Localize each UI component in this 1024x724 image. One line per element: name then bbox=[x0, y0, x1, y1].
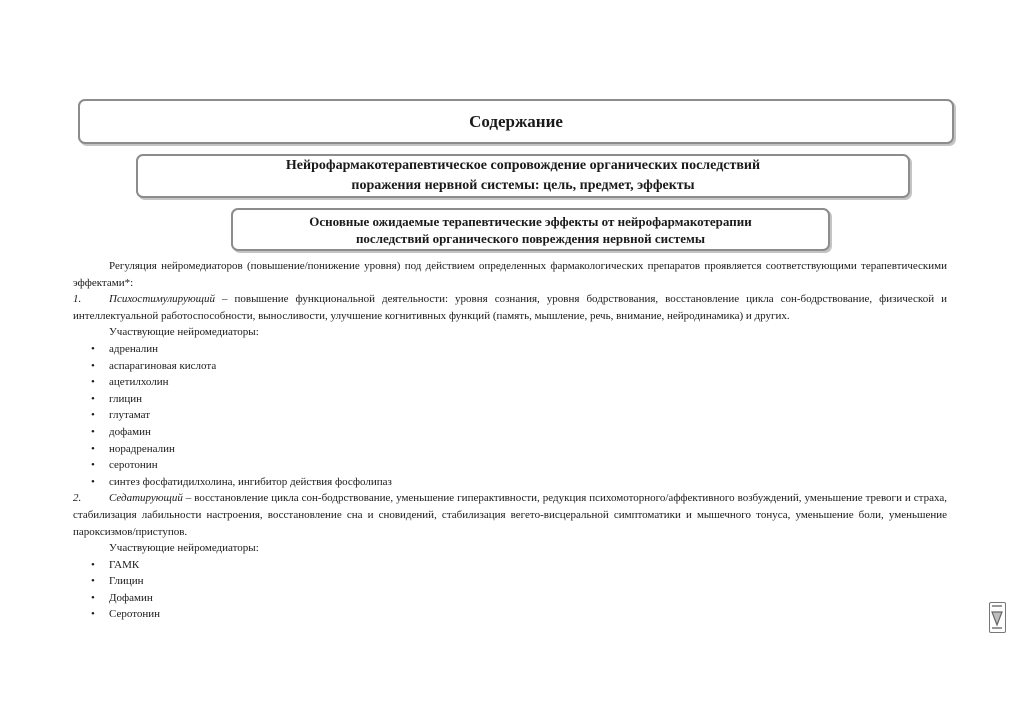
subsection-heading-line-1: Основные ожидаемые терапевтические эффекты от нейрофармакотерапии bbox=[309, 213, 752, 229]
effect-item-1 bbox=[73, 291, 947, 324]
effect-term: Психостимулирующий bbox=[109, 293, 215, 306]
effect-description: – восстановление цикла сон-бодрствование, уменьшение гиперактивности, редукция психомоторного/аффективного возбуждений, уменьшение тревоги и страха, стабилизация лабильности настроения, восстановление сна и сновидений, стабилизация вегето-висцеральной симптоматики и мышечного тонуса, уменьшение боли, уменьшение пароксизмов/приступов. bbox=[73, 492, 947, 538]
list-item: • Дофамин bbox=[91, 590, 947, 607]
mediators-label: Участвующие нейромедиаторы: bbox=[109, 542, 259, 555]
mediators-label: Участвующие нейромедиаторы: bbox=[109, 326, 259, 339]
list-item: • Серотонин bbox=[91, 606, 947, 623]
section-heading-box bbox=[136, 154, 910, 198]
list-item: • серотонин bbox=[91, 457, 947, 474]
document-body bbox=[73, 258, 947, 623]
list-item: • дофамин bbox=[91, 424, 947, 441]
intro-paragraph: Регуляция нейромедиаторов (повышение/понижение уровня) под действием определенных фармакологических препаратов проявляется соответствующими терапевтическими эффектами*: bbox=[73, 260, 947, 289]
section-heading-line-1: Нейрофармакотерапевтическое сопровождение органических последствий bbox=[285, 158, 761, 173]
list-item: • адреналин bbox=[91, 341, 947, 358]
effect-number: 1. bbox=[73, 293, 82, 306]
list-item: • синтез фосфатидилхолина, ингибитор действия фосфолипаз bbox=[91, 474, 947, 491]
scroll-down-icon bbox=[990, 603, 1004, 631]
list-item: • Глицин bbox=[91, 573, 947, 590]
list-item: • ацетилхолин bbox=[91, 374, 947, 391]
effect-number: 2. bbox=[73, 492, 82, 505]
contents-title-box bbox=[78, 99, 954, 144]
effect-description: – повышение функциональной деятельности: уровня сознания, уровня бодрствования, восстановление цикла сон-бодрствование, физической и интеллектуальной работоспособности, выносливости, улучшение когнитивных функций (память, мышление, речь, внимание, нейродинамика) и других. bbox=[73, 293, 947, 322]
contents-title: Содержание bbox=[469, 111, 563, 131]
list-item: • норадреналин bbox=[91, 441, 947, 458]
effect-item-2 bbox=[73, 490, 947, 540]
mediator-list-2 bbox=[73, 557, 947, 623]
subsection-heading-box bbox=[231, 208, 830, 251]
scroll-down-button[interactable] bbox=[989, 602, 1006, 633]
mediator-list-1 bbox=[73, 341, 947, 490]
list-item: • глицин bbox=[91, 391, 947, 408]
list-item: • аспарагиновая кислота bbox=[91, 358, 947, 375]
effect-term: Седатирующий bbox=[109, 492, 183, 505]
subsection-heading-line-2: последствий органического повреждения нервной системы bbox=[355, 230, 706, 246]
list-item: • глутамат bbox=[91, 407, 947, 424]
section-heading-line-2: поражения нервной системы: цель, предмет, эффекты bbox=[351, 178, 695, 193]
list-item: • ГАМК bbox=[91, 557, 947, 574]
